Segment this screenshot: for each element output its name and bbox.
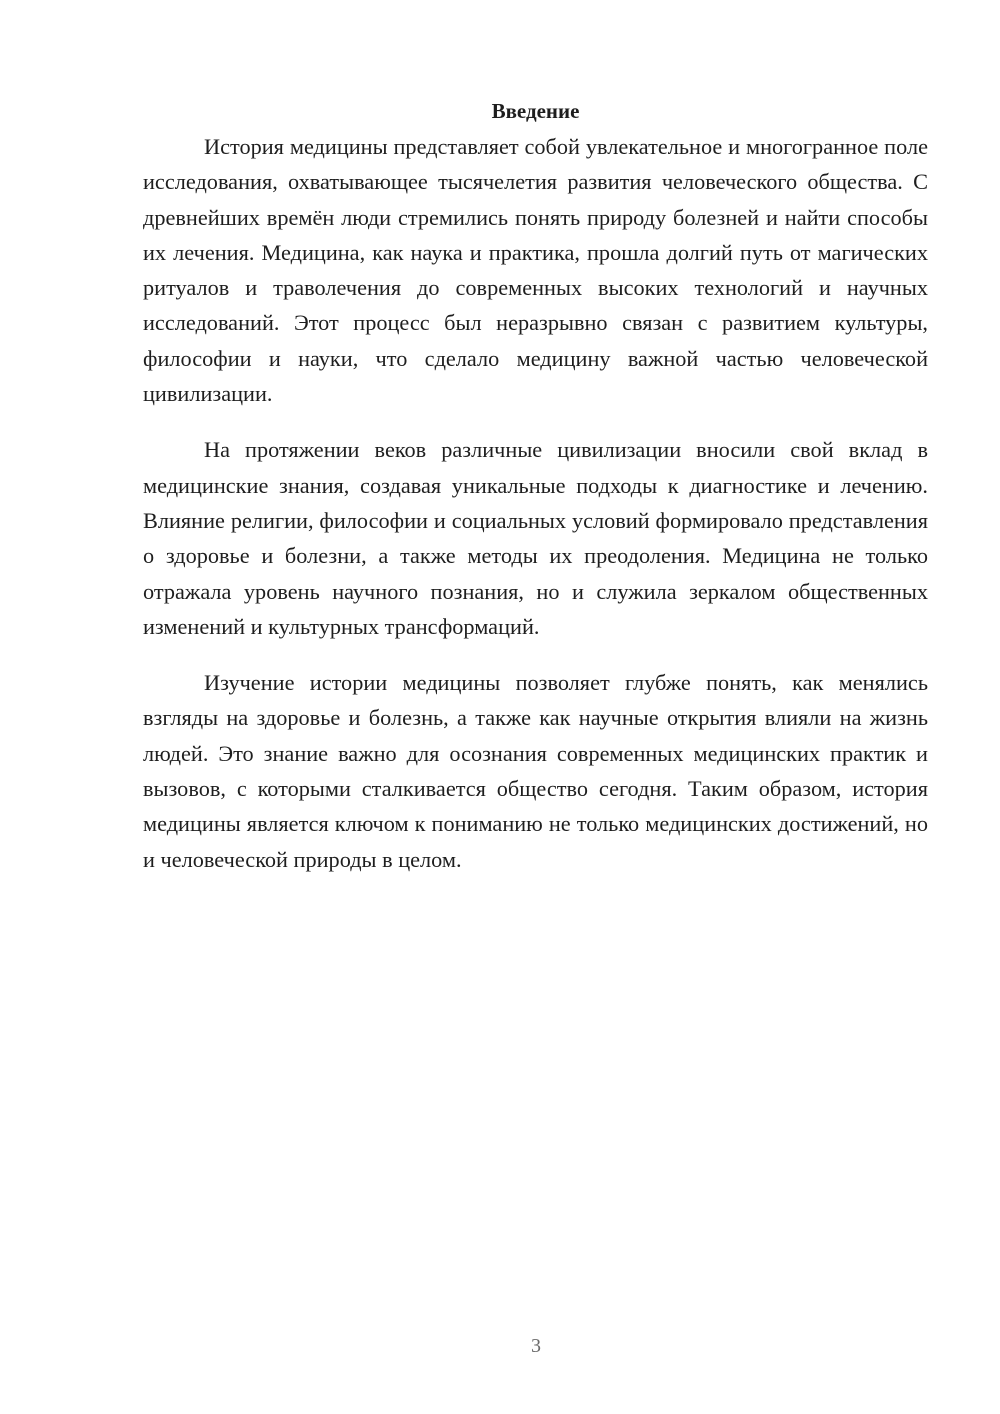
paragraph-2: На протяжении веков различные цивилизации вносили свой вклад в медицинские знания, создавая уникальные подходы к диагностике и лечению. Влияние религии, философии и социальных условий формировало представления о здоровье и болезни, а также методы их преодоления. Медицина не только отражала уровень научного познания, но и служила зеркалом общественных изменений и культурных трансформаций. — [143, 437, 928, 639]
paragraph-3: Изучение истории медицины позволяет глубже понять, как менялись взгляды на здоровье и болезнь, а также как научные открытия влияли на жизнь людей. Это знание важно для осознания современных медицинских практик и вызовов, с которыми сталкивается общество сегодня. Таким образом, история медицины является ключом к пониманию не только медицинских достижений, но и человеческой природы в целом. — [143, 670, 928, 872]
page-number: 3 — [531, 1335, 541, 1357]
section-heading: Введение — [491, 99, 580, 123]
page-content — [143, 94, 928, 877]
paragraph-1: История медицины представляет собой увлекательное и многогранное поле исследования, охватывающее тысячелетия развития человеческого общества. С древнейших времён люди стремились понять природу болезней и найти способы их лечения. Медицина, как наука и практика, прошла долгий путь от магических ритуалов и траволечения до современных высоких технологий и научных исследований. Этот процесс был неразрывно связан с развитием культуры, философии и науки, что сделало медицину важной частью человеческой цивилизации. — [143, 134, 928, 407]
